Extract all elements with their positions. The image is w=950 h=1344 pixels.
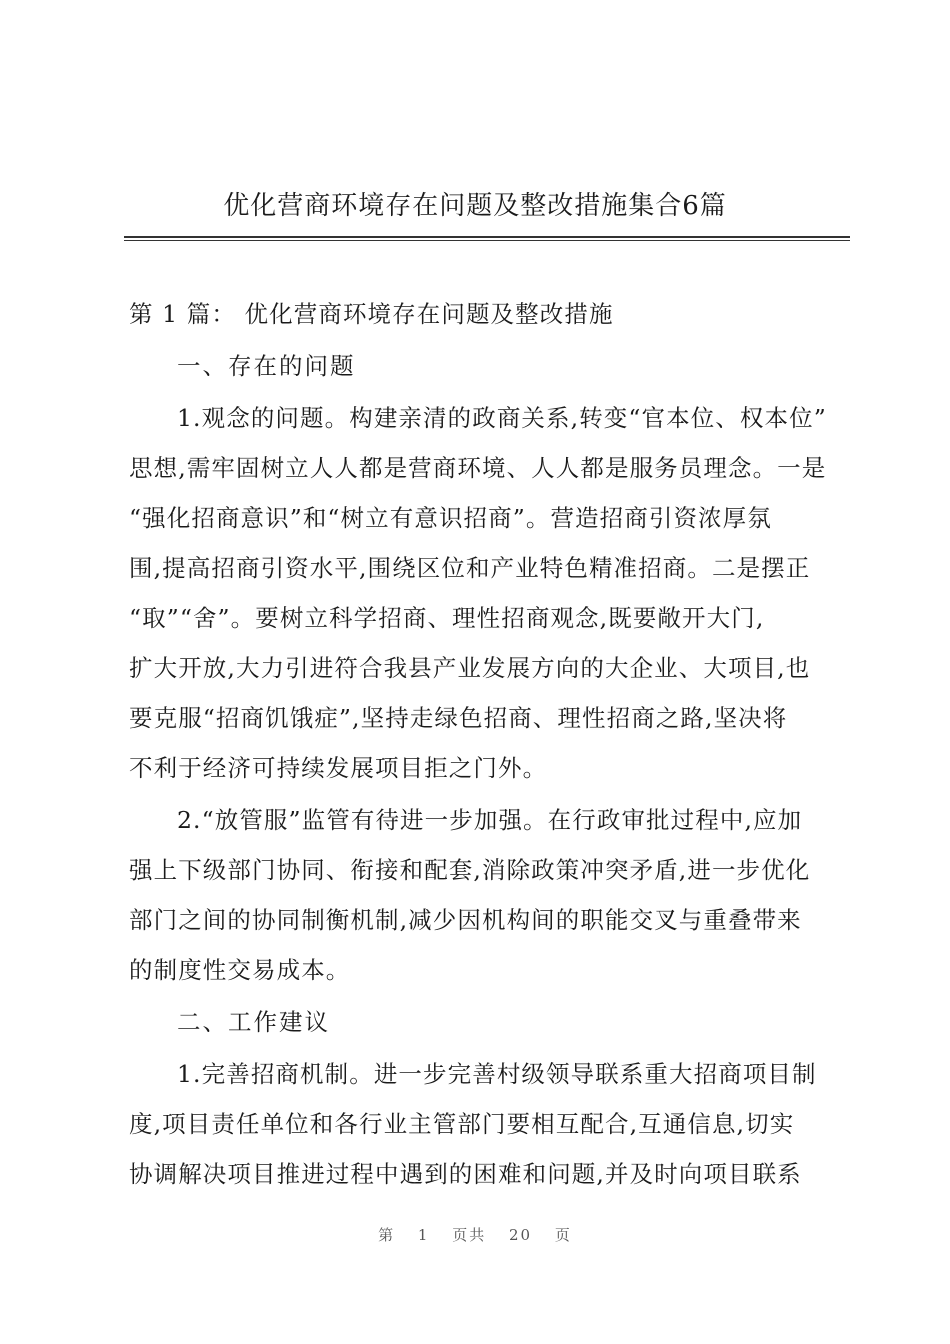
- paragraph-line: 围,提高招商引资水平,围绕区位和产业特色精准招商。二是摆正: [129, 554, 811, 582]
- paragraph-line: 部门之间的协同制衡机制,减少因机构间的职能交叉与重叠带来: [129, 906, 802, 934]
- footer-prefix: 第: [378, 1226, 396, 1244]
- paragraph-line: 2.“放管服”监管有待进一步加强。在行政审批过程中,应加: [177, 806, 803, 834]
- paragraph-line: 要克服“招商饥饿症”,坚持走绿色招商、理性招商之路,坚决将: [129, 704, 788, 732]
- footer-suffix: 页: [554, 1226, 572, 1244]
- document-body: [129, 294, 849, 1194]
- paragraph-concept-problem: [129, 398, 849, 788]
- footer-middle: 页共: [452, 1226, 487, 1244]
- paragraph-line: 协调解决项目推进过程中遇到的困难和问题,并及时向项目联系: [129, 1160, 802, 1188]
- page-footer: [0, 1224, 950, 1245]
- section-title: 第 1 篇： 优化营商环境存在问题及整改措施: [129, 300, 614, 328]
- paragraph-line: 不利于经济可持续发展项目拒之门外。: [129, 754, 548, 782]
- heading-work-suggestions: 二、工作建议: [177, 1008, 330, 1036]
- footer-total-pages: 20: [509, 1226, 533, 1244]
- document-title: 优化营商环境存在问题及整改措施集合6篇: [223, 191, 727, 221]
- paragraph-line: 1.观念的问题。构建亲清的政商关系,转变“官本位、权本位”: [177, 404, 827, 432]
- paragraph-line: 思想,需牢固树立人人都是营商环境、人人都是服务员理念。一是: [129, 454, 827, 482]
- paragraph-line: 的制度性交易成本。: [129, 956, 351, 984]
- paragraph-line: 扩大开放,大力引进符合我县产业发展方向的大企业、大项目,也: [129, 654, 811, 682]
- paragraph-line: “强化招商意识”和“树立有意识招商”。营造招商引资浓厚氛: [129, 504, 772, 532]
- paragraph-line: 强上下级部门协同、衔接和配套,消除政策冲突矛盾,进一步优化: [129, 856, 811, 884]
- paragraph-line: 度,项目责任单位和各行业主管部门要相互配合,互通信息,切实: [129, 1110, 795, 1138]
- title-divider: [124, 236, 850, 241]
- footer-page-number: 1: [417, 1226, 430, 1244]
- paragraph-line: “取”“舍”。要树立科学招商、理性招商观念,既要敞开大门,: [129, 604, 765, 632]
- heading-existing-problems: 一、存在的问题: [177, 352, 356, 380]
- paragraph-line: 1.完善招商机制。进一步完善村级领导联系重大招商项目制: [177, 1060, 817, 1088]
- paragraph-investment-mechanism: [129, 1054, 849, 1194]
- paragraph-supervision: [129, 800, 849, 990]
